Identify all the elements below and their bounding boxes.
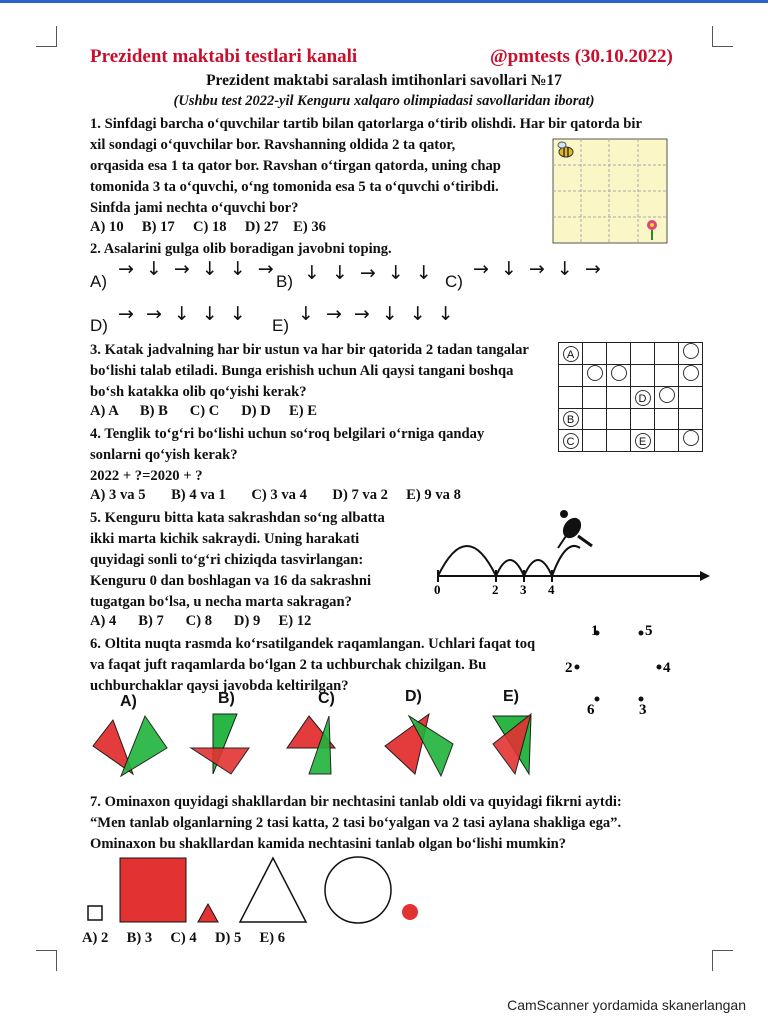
shapes-figure bbox=[80, 852, 430, 927]
coin-c: C bbox=[563, 433, 579, 449]
coin-e: E bbox=[635, 433, 651, 449]
triangle-options-figure bbox=[85, 708, 565, 780]
point-label: 5 bbox=[645, 623, 653, 639]
q5-line-5: tugatgan bo‘lsa, u necha marta sakragan? bbox=[90, 594, 352, 610]
q4-line-1: 4. Tenglik to‘g‘ri bo‘lishi uchun so‘roq belgilari o‘rniga qanday bbox=[90, 426, 485, 442]
q1-line-1: 1. Sinfdagi barcha o‘quvchilar tartib bilan qatorlarga o‘tirib olishdi. Har bir qatorda bir bbox=[90, 116, 642, 132]
q6-line-1: 6. Oltita nuqta rasmda ko‘rsatilgandek raqamlangan. Uchlari faqat toq bbox=[90, 636, 536, 652]
q5-line-2: ikki marta kichik sakraydi. Uning harakati bbox=[90, 531, 360, 547]
corner-mark-top-right bbox=[712, 26, 733, 47]
q2-arrows-d: → → ↓ ↓ ↓ bbox=[118, 303, 249, 325]
tick-label: 4 bbox=[548, 582, 555, 597]
q2-question: 2. Asalarini gulga olib boradigan javobni toping. bbox=[90, 241, 392, 257]
option-a-triangles bbox=[93, 716, 167, 776]
q6-line-2: va faqat juft raqamlarda bo‘lgan 2 ta uchburchak chizilgan. Bu bbox=[90, 657, 487, 673]
large-circle-shape bbox=[325, 857, 391, 923]
top-border-line bbox=[0, 0, 768, 3]
q2-label-b: B) bbox=[276, 272, 293, 291]
q6-label-d: D) bbox=[405, 688, 422, 705]
q2-label-e: E) bbox=[272, 316, 289, 335]
q1-options: A) 10 B) 17 C) 18 D) 27 E) 36 bbox=[90, 219, 326, 235]
corner-mark-bottom-right bbox=[712, 950, 733, 971]
q2-arrows-c: → ↓ → ↓ → bbox=[473, 258, 604, 280]
channel-handle-date: @pmtests (30.10.2022) bbox=[490, 46, 673, 67]
option-c-triangles bbox=[287, 716, 335, 774]
q5-line-3: quyidagi sonli to‘g‘ri chiziqda tasvirlangan: bbox=[90, 552, 364, 568]
q2-label-c: C) bbox=[445, 272, 463, 291]
q6-label-b: B) bbox=[218, 690, 235, 707]
q1-line-5: Sinfda jami nechta o‘quvchi bor? bbox=[90, 200, 299, 216]
coin bbox=[683, 343, 699, 359]
coin bbox=[587, 365, 603, 381]
small-red-triangle-shape bbox=[198, 904, 218, 922]
q2-arrows-e: ↓ → → ↓ ↓ ↓ bbox=[298, 303, 457, 325]
big-jump-arc bbox=[438, 546, 496, 576]
q5-line-1: 5. Kenguru bitta kata sakrashdan so‘ng albatta bbox=[90, 510, 385, 526]
number-line-figure bbox=[420, 508, 710, 598]
tick-label: 2 bbox=[492, 582, 499, 597]
page-title: Prezident maktabi saralash imtihonlari savollari №17 bbox=[206, 72, 562, 89]
large-red-square-shape bbox=[120, 858, 186, 922]
q2-arrows-b: ↓ ↓ → ↓ ↓ bbox=[304, 262, 435, 284]
coin bbox=[683, 365, 699, 381]
coin-b: B bbox=[563, 411, 579, 427]
numbered-points-figure bbox=[555, 615, 685, 725]
point-label: 1 bbox=[591, 623, 599, 639]
coin bbox=[683, 430, 699, 446]
large-triangle-shape bbox=[240, 858, 306, 922]
corner-mark-top-left bbox=[36, 26, 57, 47]
tick-label: 3 bbox=[520, 582, 527, 597]
q4-options: A) 3 va 5 B) 4 va 1 C) 3 va 4 D) 7 va 2 E) 9 va 8 bbox=[90, 487, 461, 503]
q7-line-2: “Men tanlab olganlarning 2 tasi katta, 2 tasi bo‘yalgan va 2 tasi aylana shakliga ega”. bbox=[90, 815, 622, 831]
point-label: 4 bbox=[663, 660, 671, 676]
page-subtitle: (Ushbu test 2022-yil Kenguru xalqaro olimpiadasi savollaridan iborat) bbox=[173, 93, 595, 109]
q3-options: A) A B) B C) C D) D E) E bbox=[90, 403, 318, 419]
tick-label: 0 bbox=[434, 582, 441, 597]
coin bbox=[659, 387, 675, 403]
q3-line-3: bo‘sh katakka olib qo‘yishi kerak? bbox=[90, 384, 307, 400]
option-b-triangles bbox=[191, 714, 249, 774]
number-line-arrow-icon bbox=[700, 571, 710, 581]
classroom-grid-figure bbox=[552, 138, 668, 244]
q1-line-2: xil sondagi o‘quvchilar bor. Ravshanning oldida 2 ta qator, bbox=[90, 137, 456, 153]
q3-line-1: 3. Katak jadvalning har bir ustun va har bir qatorida 2 tadan tangalar bbox=[90, 342, 529, 358]
q1-line-3: orqasida esa 1 ta qator bor. Ravshan o‘tirgan qatorda, uning chap bbox=[90, 158, 501, 174]
q7-options: A) 2 B) 3 C) 4 D) 5 E) 6 bbox=[82, 930, 286, 946]
coin-a: A bbox=[563, 346, 579, 362]
coin-d: D bbox=[635, 390, 651, 406]
q2-label-a: A) bbox=[90, 272, 107, 291]
q4-equation: 2022 + ?=2020 + ? bbox=[90, 468, 203, 484]
option-e-triangles bbox=[493, 714, 531, 774]
q5-options: A) 4 B) 7 C) 8 D) 9 E) 12 bbox=[90, 613, 312, 629]
small-jump-arc bbox=[524, 560, 552, 576]
q6-label-c: C) bbox=[318, 690, 335, 707]
point-label: 3 bbox=[639, 702, 647, 718]
option-d-triangles bbox=[385, 714, 453, 776]
q6-line-3: uchburchaklar qaysi javobda keltirilgan? bbox=[90, 678, 349, 694]
point-label: 6 bbox=[587, 702, 595, 718]
q7-line-1: 7. Ominaxon quyidagi shakllardan bir nechtasini tanlab oldi va quyidagi fikrni aytdi: bbox=[90, 794, 622, 810]
q3-line-2: bo‘lishi talab etiladi. Bunga erishish uchun Ali qaysi tangani boshqa bbox=[90, 363, 514, 379]
small-jump-arc bbox=[496, 560, 524, 576]
coin bbox=[611, 365, 627, 381]
point-label: 2 bbox=[565, 660, 573, 676]
q1-line-4: tomonida 3 ta o‘quvchi, o‘ng tomonida esa 5 ta o‘quvchi o‘tiribdi. bbox=[90, 179, 499, 195]
q4-line-2: sonlarni qo‘yish kerak? bbox=[90, 447, 238, 463]
kangaroo-icon bbox=[558, 510, 592, 548]
channel-name: Prezident maktabi testlari kanali bbox=[90, 46, 358, 67]
q2-arrows-a: → ↓ → ↓ ↓ → bbox=[118, 258, 277, 280]
small-square-shape bbox=[88, 906, 102, 920]
coin-grid bbox=[558, 342, 703, 452]
corner-mark-bottom-left bbox=[36, 950, 57, 971]
q5-line-4: Kenguru 0 dan boshlagan va 16 da sakrashni bbox=[90, 573, 372, 589]
q7-line-3: Ominaxon bu shakllardan kamida nechtasini tanlab olgan bo‘lishi mumkin? bbox=[90, 836, 567, 852]
q2-label-d: D) bbox=[90, 316, 108, 335]
small-red-circle-shape bbox=[402, 904, 418, 920]
q6-label-e: E) bbox=[503, 688, 519, 705]
q6-label-a: A) bbox=[120, 693, 137, 710]
scanner-footer: CamScanner yordamida skanerlangan bbox=[507, 997, 746, 1013]
